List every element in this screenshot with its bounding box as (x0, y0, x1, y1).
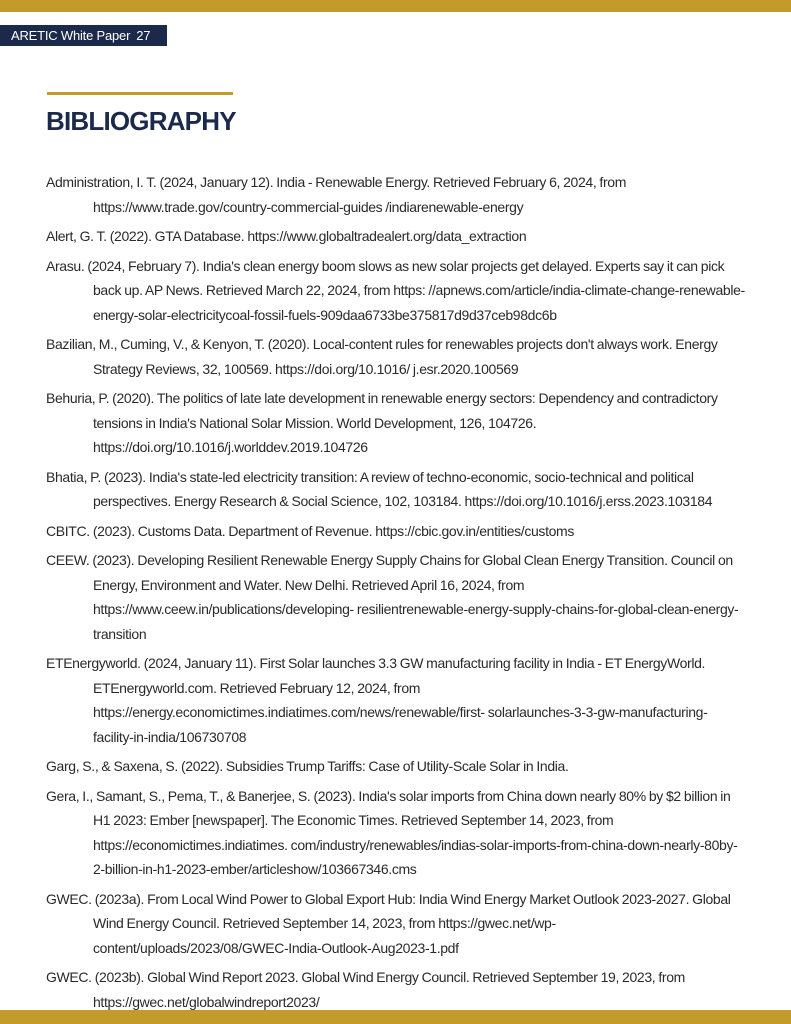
bibliography-entry: GWEC. (2023b). Global Wind Report 2023. Global Wind Energy Council. Retrieved September 19, 2023, from https://gwec.net/globalwindreport2023/ (46, 969, 685, 1010)
page-title: BIBLIOGRAPHY (46, 106, 236, 136)
bibliography-entry: Alert, G. T. (2022). GTA Database. https://www.globaltradealert.org/data_extraction (46, 228, 527, 244)
bibliography-entry: ETEnergyworld. (2024, January 11). First Solar launches 3.3 GW manufacturing facility in India - ET EnergyWorld. ETEnergyworld.com. Retrieved February 12, 2024, from https://energy.economictimes.indiatimes.com/news/renewable/first- solarlaunches-3-3-gw-manufacturing-facility-in-india/106730708 (46, 655, 708, 745)
running-header (0, 25, 167, 46)
bibliography-entry: Administration, I. T. (2024, January 12). India - Renewable Energy. Retrieved February 6, 2024, from https://www.trade.gov/country-commercial-guides /indiarenewable-energy (46, 174, 627, 215)
bibliography-entry: Bhatia, P. (2023). India's state-led electricity transition: A review of techno-economic, socio-technical and political perspectives. Energy Research & Social Science, 102, 103184. https://doi.org/10.1016/j.erss.2023.103184 (46, 468, 713, 509)
bibliography-list (46, 170, 746, 1019)
bibliography-entry: GWEC. (2023a). From Local Wind Power to Global Export Hub: India Wind Energy Market Outlook 2023-2027. Global Wind Energy Council. Retrieved September 14, 2023, from https://gwec.net/wp-content/uploads/2023/08/GWEC-India-Outlook-Aug2023-1.pdf (46, 890, 731, 956)
bibliography-entry: Behuria, P. (2020). The politics of late late development in renewable energy sectors: Dependency and contradictory tensions in India's National Solar Mission. World Development, 126, 104726. https://doi.org/10.1016/j.worlddev.2019.104726 (46, 390, 718, 455)
top-accent-bar (0, 0, 791, 12)
bibliography-entry: Bazilian, M., Cuming, V., & Kenyon, T. (2020). Local-content rules for renewables projects don't always work. Energy Strategy Reviews, 32, 100569. https://doi.org/10.1016/ j.esr.2020.100569 (46, 336, 718, 377)
bibliography-entry: Arasu. (2024, February 7). India's clean energy boom slows as new solar projects get delayed. Experts say it can pick back up. AP News. Retrieved March 22, 2024, from https: //apnews.com/article/india-climate-change-renewable-energy-solar-electricitycoal-fossil-fuels-909daa6733be375817d9d37ceb98dc6b (46, 257, 745, 323)
bibliography-entry: CBITC. (2023). Customs Data. Department of Revenue. https://cbic.gov.in/entities/customs (46, 522, 575, 539)
title-rule (47, 92, 233, 95)
page-number: 27 (136, 28, 151, 43)
bibliography-entry: Gera, I., Samant, S., Pema, T., & Banerjee, S. (2023). India's solar imports from China down nearly 80% by $2 billion in H1 2023: Ember [newspaper]. The Economic Times. Retrieved September 14, 2023, from https://economictimes.indiatimes. com/industry/renewables/indias-solar-imports-from-china-down-nearly-80by-2-billion-in-h1-2023-ember/articleshow/103667346.cms (46, 787, 738, 877)
bibliography-entry: CEEW. (2023). Developing Resilient Renewable Energy Supply Chains for Global Clean Energy Transition. Council on Energy, Environment and Water. New Delhi. Retrieved April 16, 2024, from https://www.ceew.in/publications/developing- resilientrenewable-energy-supply-chains-for-global-clean-energy-transition (46, 552, 739, 642)
bottom-accent-bar (0, 1010, 791, 1024)
bibliography-entry: Garg, S., & Saxena, S. (2022). Subsidies Trump Tariffs: Case of Utility-Scale Solar in India. (46, 758, 569, 774)
publication-name: ARETIC White Paper (11, 28, 131, 43)
